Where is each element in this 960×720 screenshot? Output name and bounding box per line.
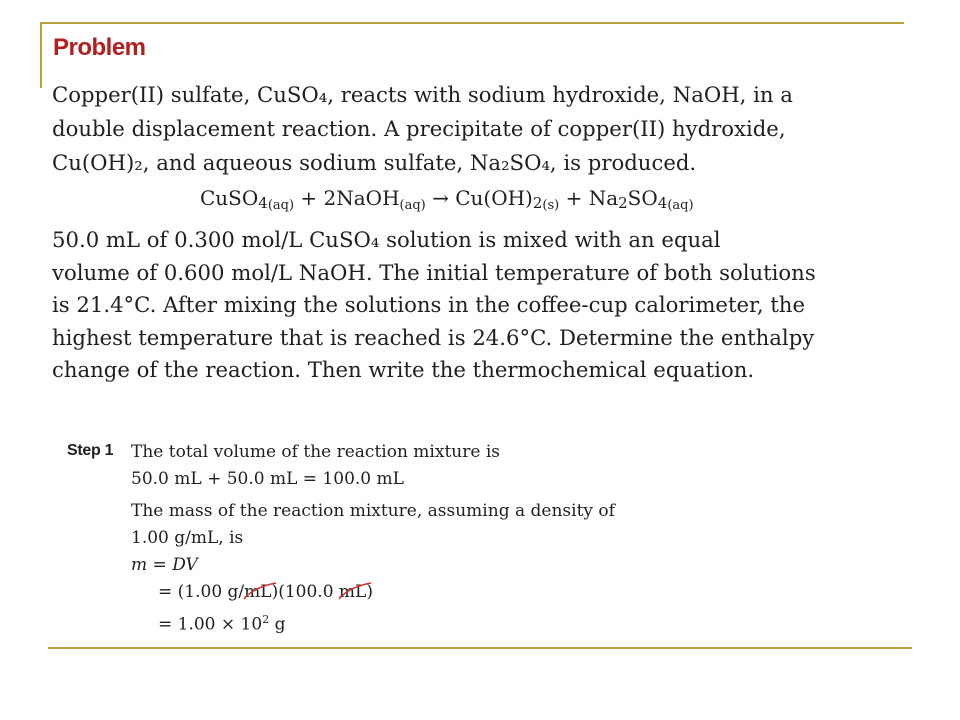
formula-equals: =	[147, 555, 173, 575]
detail-line: 50.0 mL of 0.300 mol/L CuSO₄ solution is mixed with an equal	[52, 227, 721, 252]
detail-line: volume of 0.600 mol/L NaOH. The initial temperature of both solutions	[52, 259, 816, 285]
eq-subscript: 2	[532, 194, 543, 212]
result-pre: = 1.00 × 10	[158, 614, 263, 635]
eq-state: (aq)	[667, 198, 694, 213]
step-label: Step 1	[67, 442, 114, 459]
eq-arrow-product1: → Cu(OH)	[425, 186, 533, 210]
cancelled-unit: mL	[339, 579, 366, 606]
eq-product2-mid: SO	[627, 186, 658, 210]
formula-density-volume: DV	[172, 555, 198, 575]
left-rule	[40, 22, 42, 88]
problem-statement	[52, 78, 922, 180]
detail-line: highest temperature that is reached is 24.6°C. Determine the enthalpy	[52, 324, 815, 350]
formula-mass: m	[131, 555, 148, 575]
step-calc-line	[131, 579, 615, 606]
bottom-rule	[48, 647, 912, 649]
detail-line: is 21.4°C. After mixing the solutions in the coffee-cup calorimeter, the	[52, 292, 805, 317]
eq-reactant1: CuSO	[200, 186, 259, 210]
calc-pre: = (1.00 g/	[158, 582, 245, 602]
calc-mid: )(100.0	[271, 582, 339, 602]
eq-subscript: 2	[618, 194, 628, 212]
step-line: 1.00 g/mL, is	[131, 528, 244, 548]
step-line: The total volume of the reaction mixture is	[131, 442, 500, 462]
problem-line: double displacement reaction. A precipitate of copper(II) hydroxide,	[52, 116, 786, 141]
eq-product2: + Na	[559, 186, 619, 210]
calc-post: )	[366, 582, 373, 602]
result-exponent: 2	[262, 613, 270, 626]
eq-state: (s)	[542, 198, 560, 213]
eq-state: (aq)	[399, 198, 426, 213]
step-solution	[131, 439, 615, 639]
result-unit: g	[269, 614, 286, 635]
eq-reactant2: + 2NaOH	[294, 186, 400, 210]
step-result-line	[131, 606, 615, 639]
eq-subscript: 4	[258, 194, 268, 212]
problem-details	[52, 224, 932, 387]
step-formula	[131, 552, 615, 579]
step-line: The mass of the reaction mixture, assuming a density of	[131, 501, 615, 521]
problem-line: Copper(II) sulfate, CuSO₄, reacts with sodium hydroxide, NaOH, in a	[52, 82, 793, 107]
cancelled-unit: mL	[244, 579, 271, 606]
eq-state: (aq)	[267, 198, 295, 213]
problem-heading: Problem	[53, 34, 146, 61]
cancel-stroke-icon	[242, 581, 278, 603]
top-rule	[40, 22, 904, 24]
chemical-equation	[200, 186, 694, 213]
cancel-stroke-icon	[337, 581, 373, 603]
eq-subscript: 4	[657, 194, 668, 212]
detail-line: change of the reaction. Then write the thermochemical equation.	[52, 357, 755, 382]
problem-line: Cu(OH)₂, and aqueous sodium sulfate, Na₂SO₄, is produced.	[52, 150, 697, 175]
step-line: 50.0 mL + 50.0 mL = 100.0 mL	[131, 469, 404, 489]
